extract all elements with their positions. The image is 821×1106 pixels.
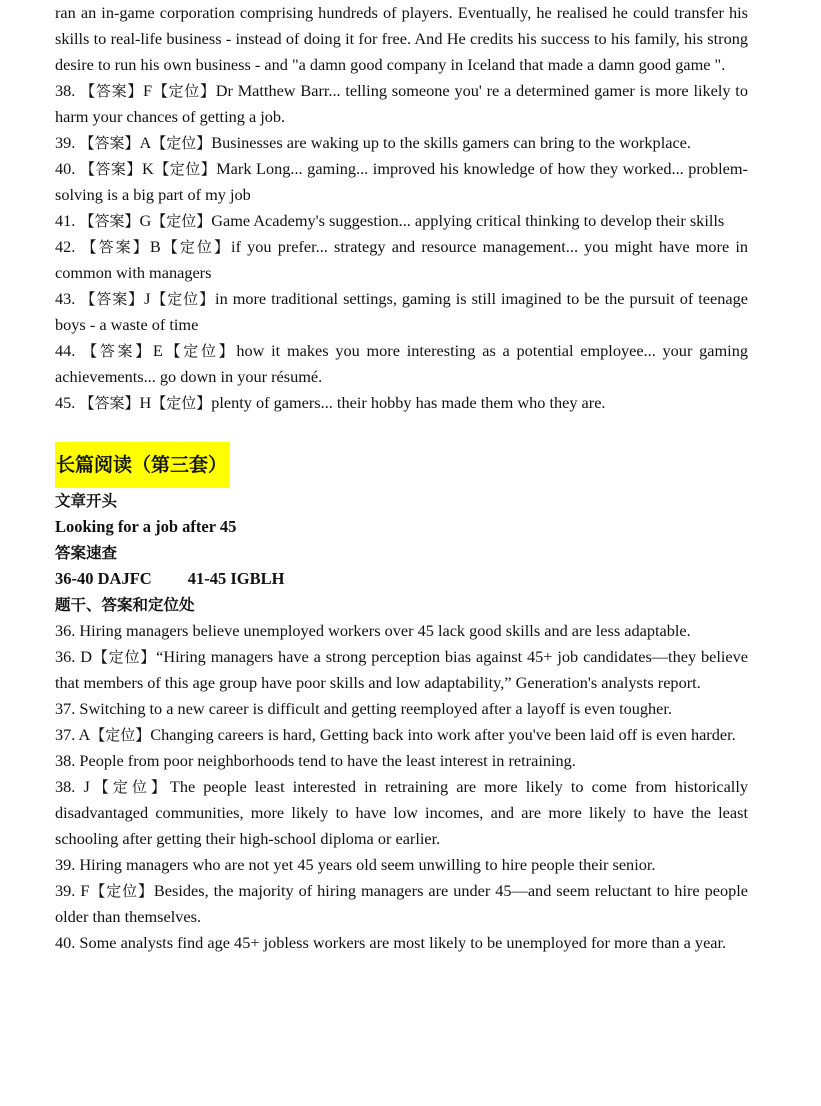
item-number: 43. [55, 289, 76, 308]
location-text: if you prefer... strategy and resource management... you might have more in common with managers [55, 237, 748, 282]
article-title: Looking for a job after 45 [55, 517, 237, 536]
location-text: “Hiring managers have a strong perception bias against 45+ job candidates—they believe that members of this age group have poor skills and low adaptability,” Generation's analysts report. [55, 647, 748, 692]
item-number: 45. [55, 393, 76, 412]
location-text: in more traditional settings, gaming is still imagined to be the pursuit of teenage boys - a waste of time [55, 289, 748, 334]
answer-location [55, 878, 748, 930]
stem-text: 36. Hiring managers believe unemployed workers over 45 lack good skills and are less adaptable. [55, 621, 691, 640]
item-number: 42. [55, 237, 76, 256]
spacer [55, 416, 748, 442]
answer-item [55, 130, 748, 156]
stem-text: 39. Hiring managers who are not yet 45 years old seem unwilling to hire people their senior. [55, 855, 656, 874]
answer-tag: 【答案】 [82, 342, 153, 360]
location-tag: 【定位】 [152, 82, 216, 100]
answer-item [55, 338, 748, 390]
location-tag: 【定位】 [151, 212, 212, 230]
answer-key-section-2 [55, 78, 748, 416]
article-start-label: 文章开头 [55, 492, 118, 510]
section-heading: 长篇阅读（第三套） [55, 442, 230, 488]
answer-tag: 【答案】 [79, 394, 140, 412]
location-text: Mark Long... gaming... improved his knowledge of how they worked... problem-solving is a big part of my job [55, 159, 748, 204]
answers-41-45: 41-45 IGBLH [187, 569, 285, 588]
answer-letter: A [139, 133, 152, 152]
section-heading-wrap [55, 442, 748, 488]
answer-letter: E [152, 341, 163, 360]
answer-location [55, 774, 748, 852]
answer-location [55, 722, 748, 748]
location-text: Dr Matthew Barr... telling someone you' re a determined gamer is more likely to harm your chances of getting a job. [55, 81, 748, 126]
answer-letter: J [144, 289, 151, 308]
answer-letter: K [141, 159, 154, 178]
answer-item [55, 286, 748, 338]
answer-tag: 【答案】 [81, 238, 150, 256]
location-text: Businesses are waking up to the skills gamers can bring to the workplace. [211, 133, 691, 152]
location-text: The people least interested in retraining are more likely to come from historically disadvantaged communities, more likely to have low incomes, and are more likely to have the least schooling after getting their high-school diploma or earlier. [55, 777, 748, 848]
stem-text: 38. People from poor neighborhoods tend to have the least interest in retraining. [55, 751, 576, 770]
location-text: Game Academy's suggestion... applying critical thinking to develop their skills [211, 211, 725, 230]
item-number: 41. [55, 211, 76, 230]
stem-answer-list [55, 618, 748, 930]
answer-tag: 【答案】 [79, 212, 140, 230]
location-tag: 【定位】 [162, 342, 237, 360]
answer-letter: F [143, 81, 153, 100]
item-number: 40. [55, 159, 76, 178]
answer-tag: 【答案】 [80, 82, 144, 100]
answer-tag: 【答案】 [79, 134, 140, 152]
answer-prefix: 36. D [55, 647, 92, 666]
item-number: 38. [55, 81, 76, 100]
answer-prefix: 37. A [55, 725, 91, 744]
answer-prefix: 38. J [55, 777, 90, 796]
answer-item [55, 78, 748, 130]
location-tag: 【定位】 [160, 238, 232, 256]
location-tag: 【定位】 [89, 882, 154, 900]
location-tag: 【定位】 [89, 778, 170, 796]
location-tag: 【定位】 [153, 160, 217, 178]
answer-item [55, 234, 748, 286]
answer-letter: B [149, 237, 161, 256]
location-tag: 【定位】 [150, 290, 216, 308]
location-tag: 【定位】 [151, 134, 212, 152]
answer-letter: G [139, 211, 152, 230]
item-number: 44. [55, 341, 76, 360]
location-text: Besides, the majority of hiring managers are under 45—and seem reluctant to hire people older than themselves. [55, 881, 748, 926]
location-tag: 【定位】 [151, 394, 212, 412]
location-tag: 【定位】 [92, 648, 157, 666]
document-page [55, 0, 748, 956]
stem-text: 40. Some analysts find age 45+ jobless workers are most likely to be unemployed for more than a year. [55, 933, 727, 952]
answer-prefix: 39. F [55, 881, 90, 900]
location-text: Changing careers is hard, Getting back into work after you've been laid off is even harder. [150, 725, 736, 744]
answer-item [55, 390, 748, 416]
answer-letter: H [139, 393, 152, 412]
stem-text: 37. Switching to a new career is difficult and getting reemployed after a layoff is even tougher. [55, 699, 672, 718]
answer-tag: 【答案】 [80, 290, 145, 308]
location-text: how it makes you more interesting as a potential employee... your gaming achievements... go down in your résumé. [55, 341, 748, 386]
answer-item [55, 208, 748, 234]
intro-paragraph: ran an in-game corporation comprising hundreds of players. Eventually, he realised he could transfer his skills to real-life business - instead of doing it for free. And He credits his success to his family, his strong desire to run his own business - and "a damn good company in Iceland that made a damn good game ". [55, 3, 748, 74]
answer-tag: 【答案】 [79, 160, 142, 178]
answers-36-40: 36-40 DAJFC [55, 569, 152, 588]
quick-answers-label: 答案速查 [55, 544, 118, 562]
location-tag: 【定位】 [90, 726, 151, 744]
item-number: 39. [55, 133, 76, 152]
answer-location [55, 644, 748, 696]
stems-label: 题干、答案和定位处 [55, 596, 195, 614]
answer-item [55, 156, 748, 208]
location-text: plenty of gamers... their hobby has made them who they are. [211, 393, 606, 412]
quick-answers-row [55, 566, 748, 592]
